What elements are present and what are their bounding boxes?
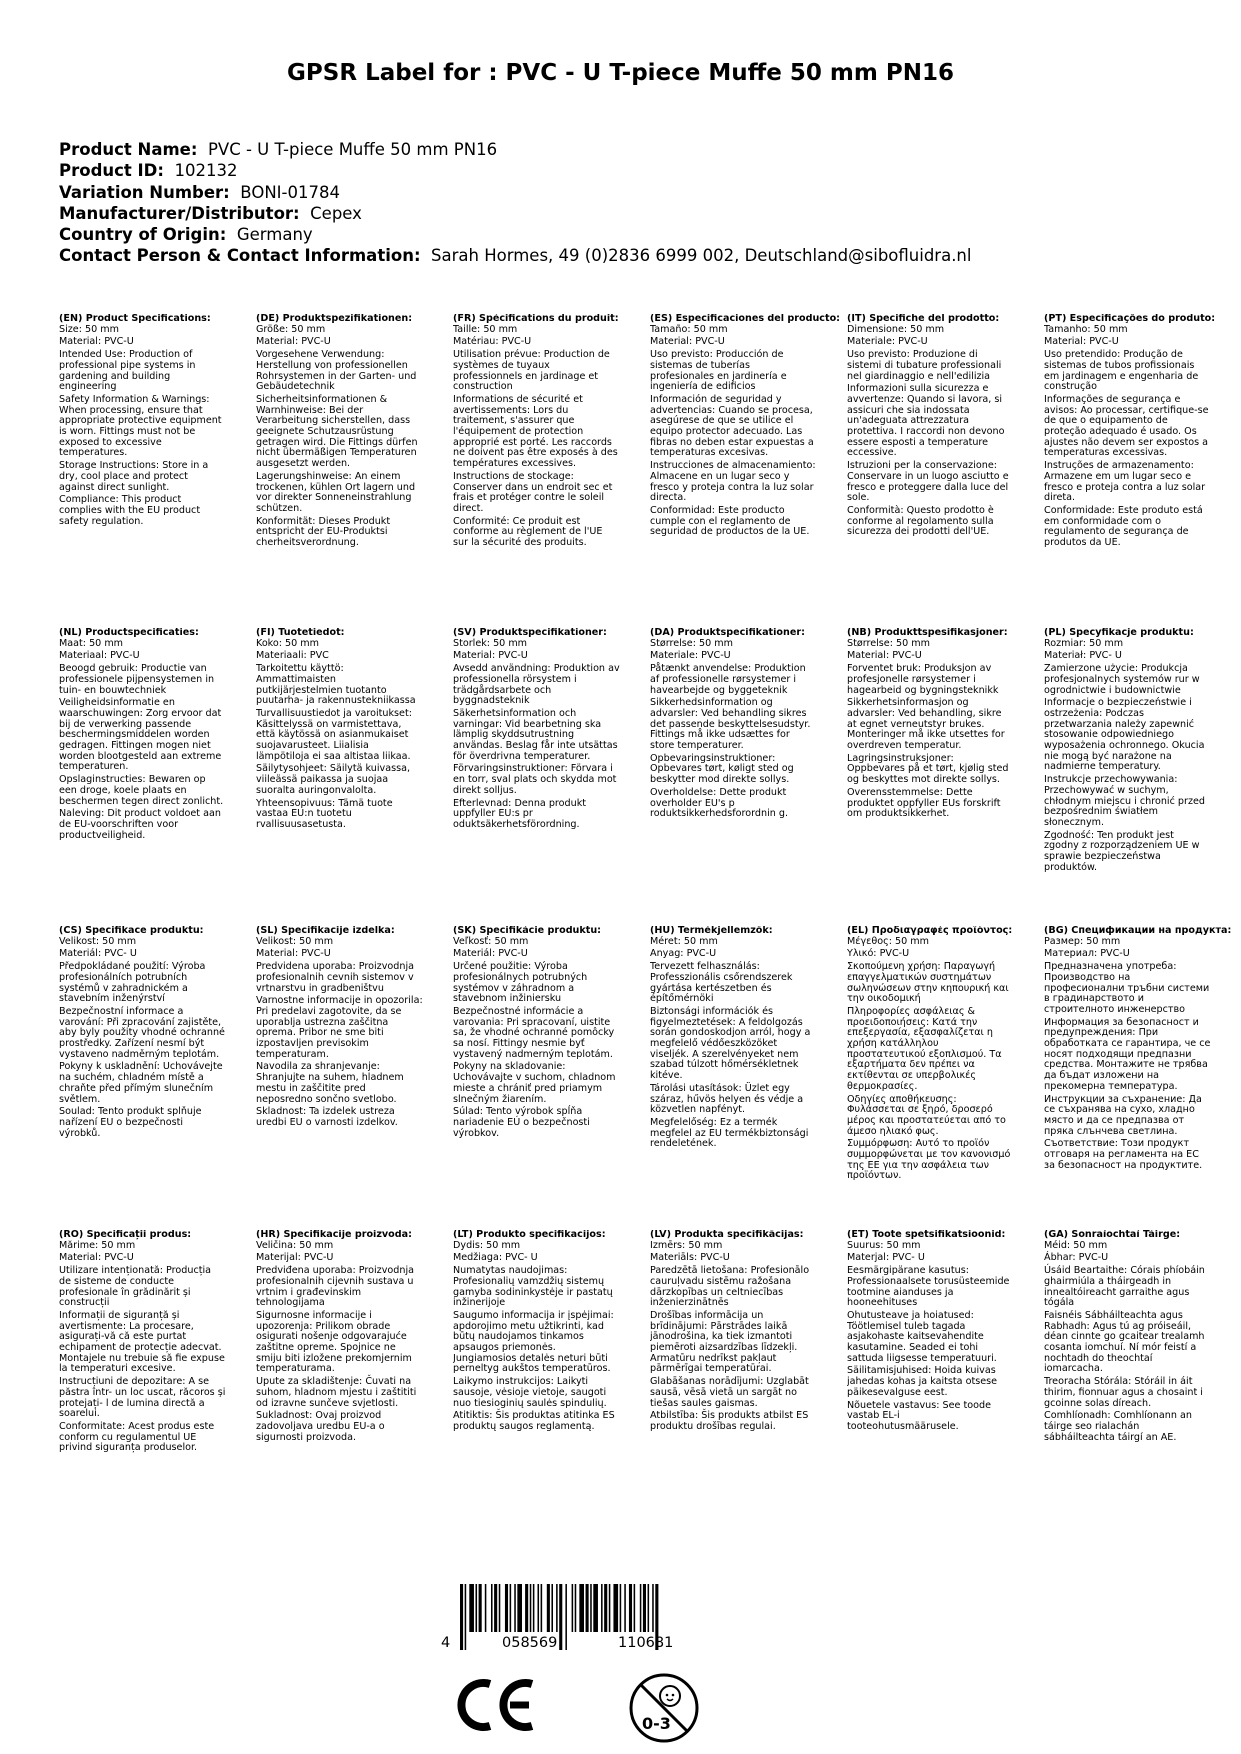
spec-line: Size: 50 mm	[59, 323, 119, 335]
spec-line: Zgodność: Ten produkt jest zgodny z rozporządzeniem UE w sprawie bezpieczeństwa produktów.	[1044, 829, 1200, 873]
spec-block	[256, 314, 453, 628]
spec-line: Предназначена употреба: Производство на професионални тръбни системи в градинарството и строителното инженерство	[1044, 961, 1210, 1015]
spec-block	[650, 314, 847, 628]
barcode-bar	[565, 1584, 567, 1650]
spec-line: Zamierzone użycie: Produkcja profesjonalnych systemów rur w ogrodnictwie i budownictwie	[1044, 663, 1200, 696]
spec-line: Tamanho: 50 mm	[1044, 323, 1128, 335]
product-info	[59, 139, 1199, 267]
barcode-bar	[609, 1584, 611, 1632]
spec-line: Material: PVC-U	[59, 1252, 134, 1264]
barcode	[440, 1584, 700, 1664]
spec-block	[847, 628, 1044, 926]
spec-heading: (FR) Spécifications du produit:	[453, 314, 619, 324]
spec-line: Predviđena uporaba: Proizvodnja profesionalnih cijevnih sustava u vrtnim i građevinskim tehnologijama	[256, 1265, 414, 1309]
spec-line: Инструкции за съхранение: Да се съхранява на сухо, хладно място и да се предпазва от пряка слънчева светлина.	[1044, 1093, 1202, 1137]
barcode-bar	[517, 1584, 522, 1632]
spec-line: Compliance: This product complies with the EU product safety regulation.	[59, 494, 201, 527]
spec-line: Materiale: PVC-U	[650, 650, 731, 662]
spec-heading: (EL) Προδιαγραφές προϊόντος:	[847, 926, 1013, 936]
spec-line: Izmērs: 50 mm	[650, 1239, 723, 1251]
spec-block	[847, 314, 1044, 628]
spec-line: Materiaal: PVC-U	[59, 650, 140, 662]
spec-block	[256, 628, 453, 926]
spec-line: Información de seguridad y advertencias: Cuando se procesa, asegúrese de que se utilice el equipo protector adecuado. Las fibras no deben estar expuestas a temperaturas excesivas.	[650, 393, 814, 459]
barcode-bar	[579, 1584, 584, 1632]
spec-line: Lagringsinstruksjoner: Oppbevares på et tørt, kjølig sted og beskyttes mot direkte sollys.	[847, 752, 1009, 786]
info-value: Germany	[236, 225, 313, 245]
spec-block	[650, 1230, 847, 1610]
spec-line: Utilizare intenționată: Producția de sisteme de conducte profesionale în grădinărit și construcții	[59, 1265, 212, 1309]
spec-block	[256, 1230, 453, 1610]
spec-line: Nõuetele vastavus: See toode vastab EL-i tooteohutusmäärusele.	[847, 1399, 991, 1432]
country-of-origin-row	[59, 224, 1199, 245]
spec-line: Bezpečnostné informácie a varovania: Pri spracovaní, uistite sa, že vhodné ochranné pomôcky sa nosí. Fittingy nesmie byť vystavený nadmerným teplotám.	[453, 1005, 615, 1060]
spec-line: Pokyny na skladovanie: Uchovávajte v suchom, chladnom mieste a chrániť pred priamym slnečným žiarením.	[453, 1061, 616, 1105]
spec-line: Skladnost: Ta izdelek ustreza uredbi EU o varnosti izdelkov.	[256, 1106, 398, 1128]
spec-heading: (LT) Produkto specifikacijos:	[453, 1230, 606, 1240]
spec-heading: (EN) Product Specifications:	[59, 314, 211, 324]
spec-line: Súlad: Tento výrobok spĺňa nariadenie EÚ o bezpečnosti výrobkov.	[453, 1106, 590, 1139]
spec-line: Sicherheitsinformationen & Warnhinweise: Bei der Verarbeitung sicherstellen, dass geeignete Schutzausrüstung getragen wird. Die Fittings dürfen nicht übermäßigen Temperaturen ausgesetzt werden.	[256, 393, 418, 470]
barcode-bar	[643, 1584, 646, 1632]
spec-line: Rozmiar: 50 mm	[1044, 637, 1124, 649]
spec-line: Informacje o bezpieczeństwie i ostrzeżenia: Podczas przetwarzania należy zapewnić stosowanie odpowiedniego wyposażenia ochronnego. Okucia nie mogą być narażone na nadmierne temperatury.	[1044, 697, 1205, 773]
barcode-bar	[648, 1584, 650, 1632]
info-value: PVC - U T-piece Muffe 50 mm PN16	[207, 140, 498, 159]
spec-line: Informații de siguranță și avertismente: La procesare, asigurați-vă că este purtat echipament de protecție adecvat. Montajele nu trebuie să fie expuse la temperaturi excesive.	[59, 1309, 225, 1375]
spec-line: Určené použitie: Výroba profesionálnych potrubných systémov v záhradnom a stavebnom inžiniersku	[453, 961, 588, 1005]
barcode-bar	[551, 1584, 553, 1632]
spec-line: Dimensione: 50 mm	[847, 323, 945, 335]
spec-block	[453, 926, 650, 1230]
spec-line: Drošības informācija un brīdinājumi: Pārstrādes laikā jānodrošina, ka tiek izmantoti piemēroti aizsardzības līdzekļi. Armatūru nedrīkst pakļaut pārmērīgai temperatūrai.	[650, 1309, 798, 1375]
spec-block	[453, 628, 650, 926]
barcode-bar	[530, 1584, 532, 1632]
spec-line: Conformidad: Este producto cumple con el reglamento de seguridad de productos de la UE.	[650, 504, 810, 538]
barcode-bar	[494, 1584, 497, 1632]
spec-line: Opslaginstructies: Bewaren op een droge, koele plaats en beschermen tegen direct zonlicht.	[59, 774, 224, 807]
spec-line: Sigurnosne informacije i upozorenja: Prilikom obrade osigurati nošenje odgovarajuće zaštitne opreme. Spojnice ne smiju biti izložene prekomjernim temperaturama.	[256, 1309, 412, 1375]
spec-line: Påtænkt anvendelse: Produktion af professionelle rørsystemer i havearbejde og byggeteknik	[650, 663, 806, 696]
spec-line: Informazioni sulla sicurezza e avvertenze: Quando si lavora, si assicuri che sia indossata un'adeguata attrezzatura protettiva. I raccordi non devono essere esposti a temperature eccessive.	[847, 383, 1005, 459]
spec-line: Dydis: 50 mm	[453, 1239, 521, 1251]
spec-line: Atbilstība: Šis produkts atbilst ES produktu drošības regulai.	[650, 1410, 809, 1432]
spec-line: Conformidade: Este produto está em conformidade com o regulamento de segurança de produtos da UE.	[1044, 504, 1203, 549]
spec-line: Velikost: 50 mm	[59, 935, 137, 947]
spec-line: Turvallisuustiedot ja varoitukset: Käsittelyssä on varmistettava, että käytössä on asianmukaiset suojavarusteet. Liialisia lämpötiloja ei saa altistaa liikaa.	[256, 707, 412, 762]
spec-line: Pokyny k uskladnění: Uchovávejte na suchém, chladném místě a chraňte před přímým slunečním světlem.	[59, 1061, 223, 1105]
barcode-bar	[604, 1584, 607, 1632]
barcode-bar	[601, 1584, 603, 1632]
spec-line: Materjal: PVC- U	[847, 1252, 925, 1264]
spec-block	[453, 314, 650, 628]
spec-line: Πληροφορίες ασφάλειας & προειδοποιήσεις: Κατά την επεξεργασία, εξασφαλίζεται η χρήση κατάλληλου προστατευτικού εξοπλισμού. Τα εξαρτήματα δεν πρέπει να εκτίθενται σε υπερβολικές θερμοκρασίες.	[847, 1005, 1002, 1092]
spec-line: Soulad: Tento produkt splňuje nařízení EU o bezpečnosti výrobků.	[59, 1106, 202, 1139]
spec-line: Materijal: PVC-U	[256, 1252, 334, 1264]
barcode-bar	[541, 1584, 543, 1632]
spec-line: Konformität: Dieses Produkt entspricht der EU-Produktsi cherheitsverordnung.	[256, 515, 391, 549]
spec-line: Tarkoitettu käyttö: Ammattimaisten putkijärjestelmien tuotanto puutarha- ja rakennustekniikassa	[256, 663, 416, 707]
spec-line: Taille: 50 mm	[453, 323, 518, 335]
spec-line: Forventet bruk: Produksjon av profesjonelle rørsystemer i hagearbeid og bygningsteknikk	[847, 663, 999, 696]
info-label: Variation Number:	[59, 182, 230, 202]
barcode-bar	[491, 1584, 493, 1632]
spec-line: Informations de sécurité et avertissements: Lors du traitement, s'assurer que l'équipement de protection approprié est porté. Les raccords ne doivent pas être exposés à des températures excessives.	[453, 393, 618, 470]
spec-line: Material: PVC-U	[847, 650, 922, 662]
spec-line: Информация за безопасност и предупреждения: При обработката се гарантира, че се носят подходящи предпазни средства. Монтажите не трябва да бъдат изложени на прекомерна температура.	[1044, 1016, 1211, 1092]
spec-line: Navodila za shranjevanje: Shranjujte na suhem, hladnem mestu in zaščitite pred neposredno sončno svetlobo.	[256, 1061, 404, 1105]
spec-line: Conformità: Questo prodotto è conforme al regolamento sulla sicurezza dei prodotti dell'UE.	[847, 504, 994, 538]
spec-line: Μέγεθος: 50 mm	[847, 935, 929, 947]
barcode-bar	[620, 1584, 622, 1632]
spec-heading: (CS) Specifikace produktu:	[59, 926, 204, 936]
spec-line: Eesmärgipärane kasutus: Professionaalsete torusüsteemide tootmine aianduses ja hooneehituses	[847, 1265, 1010, 1309]
spec-line: Istruzioni per la conservazione: Conservare in un luogo asciutto e fresco e proteggere dalla luce del sole.	[847, 460, 1009, 504]
spec-line: Uso previsto: Produzione di sistemi di tubature professionali nel giardinaggio e nell'edilizia	[847, 349, 1002, 382]
spec-block	[847, 926, 1044, 1230]
info-label: Product ID:	[59, 161, 164, 181]
spec-line: Saugumo informacija ir įspėjimai: apdorojimo metu užtikrinti, kad būtų naudojamos tinkamos apsaugos priemonės. Jungiamosios detalės neturi būti perneltyg aukštos temperatūros.	[453, 1309, 614, 1375]
spec-line: Medžiaga: PVC- U	[453, 1252, 538, 1264]
spec-heading: (RO) Specificații produs:	[59, 1230, 192, 1240]
spec-line: Varnostne informacije in opozorila: Pri predelavi zagotovite, da se uporablja ustrezna zaščitna oprema. Pribor ne sme biti izpostavljen previsokim temperaturam.	[256, 995, 423, 1060]
spec-heading: (PL) Specyfikacje produktu:	[1044, 628, 1194, 638]
spec-line: Tamaño: 50 mm	[650, 323, 728, 335]
spec-line: Predvidena uporaba: Proizvodnja profesionalnih cevnih sistemov v vrtnarstvu in gradbeništvu	[256, 961, 414, 994]
barcode-bar	[460, 1584, 463, 1650]
info-label: Country of Origin:	[59, 225, 227, 245]
spec-line: Συμμόρφωση: Αυτό το προϊόν συμμορφώνεται με τον κανονισμό της ΕΕ για την ασφάλεια των προϊόντων.	[847, 1138, 1011, 1182]
spec-line: Størrelse: 50 mm	[650, 637, 733, 649]
spec-line: Velikost: 50 mm	[256, 935, 334, 947]
spec-line: Veiligheidsinformatie en waarschuwingen: Zorg ervoor dat bij de verwerking passende beschermingsmiddelen worden gedragen. Fittingen mogen niet worden blootgesteld aan extreme temperaturen.	[59, 697, 222, 773]
spec-line: Materiāls: PVC-U	[650, 1252, 730, 1264]
spec-line: Veľkosť: 50 mm	[453, 935, 529, 947]
spec-line: Biztonsági információk és figyelmeztetések: A feldolgozás során gondoskodjon arról, hogy a megfelelő védőeszközöket viseljék. A szerelvényeket nem szabad túlzott hőmérsékletnek kitéve.	[650, 1005, 811, 1082]
spec-line: Размер: 50 mm	[1044, 935, 1121, 947]
spec-block	[59, 314, 256, 628]
spec-line: Uso previsto: Producción de sistemas de tuberías profesionales en jardinería e ingeniería de edificios	[650, 349, 787, 393]
info-label: Product Name:	[59, 140, 198, 159]
spec-line: Yhteensopivuus: Tämä tuote vastaa EU:n tuotetu rvallisuusasetusta.	[256, 797, 393, 830]
spec-line: Treoracha Stórála: Stóráil in áit thirim, fionnuar agus a chosaint i gcoinne solas díreach.	[1044, 1376, 1203, 1409]
spec-line: Sikkerhedsinformation og advarsler: Ved behandling sikres det passende beskyttelsesudstyr. Fittings må ikke udsættes for store temperaturer.	[650, 697, 811, 752]
barcode-bar	[465, 1584, 467, 1650]
barcode-digit-first: 4	[441, 1635, 451, 1651]
spec-line: Laikymo instrukcijos: Laikyti sausoje, vėsioje vietoje, saugoti nuo tiesioginių saulės spindulių.	[453, 1376, 607, 1409]
spec-grid	[59, 314, 1239, 1610]
spec-line: Opbevaringsinstruktioner: Opbevares tørt, køligt sted og beskytter mod direkte sollys.	[650, 752, 794, 786]
spec-line: Úsáid Beartaithe: Córais phíobáin ghairmiúla a tháirgeadh in innealtóireacht garraithe agus tógála	[1044, 1265, 1205, 1309]
spec-line: Naleving: Dit product voldoet aan de EU-voorschriften voor productveiligheid.	[59, 808, 221, 841]
contact-row	[59, 245, 1199, 266]
spec-block	[1044, 926, 1241, 1230]
barcode-bar	[624, 1584, 626, 1632]
spec-line: Storage Instructions: Store in a dry, cool place and protect against direct sunlight.	[59, 460, 209, 493]
spec-heading: (LV) Produkta specifikācijas:	[650, 1230, 804, 1240]
spec-heading: (DA) Produktspecifikationer:	[650, 628, 805, 638]
spec-line: Koko: 50 mm	[256, 637, 319, 649]
barcode-digits-left: 058569	[502, 1635, 558, 1651]
spec-line: Material: PVC-U	[453, 650, 528, 662]
age-range-label: 0-3	[642, 1714, 671, 1733]
barcode-bar	[479, 1584, 482, 1632]
product-id-row	[59, 160, 1199, 181]
spec-line: Atitiktis: Šis produktas atitinka ES produktų saugos reglamentą.	[453, 1410, 615, 1432]
barcode-bar	[575, 1584, 577, 1632]
manufacturer-row	[59, 203, 1199, 224]
spec-line: Material: PVC-U	[59, 336, 134, 348]
spec-line: Beoogd gebruik: Productie van professionele pijpensystemen in tuin- en bouwtechniek	[59, 663, 215, 696]
spec-heading: (ET) Toote spetsifikatsioonid:	[847, 1230, 1006, 1240]
spec-line: Materiál: PVC- U	[59, 948, 137, 960]
spec-line: Tervezett felhasználás: Professzionális csőrendszerek gyártása kertészetben és építőmérnöki	[650, 961, 793, 1005]
barcode-bar	[499, 1584, 501, 1632]
spec-line: Съответствие: Този продукт отговаря на регламента на ЕС за безопасност на продуктите.	[1044, 1138, 1203, 1171]
spec-line: Säilitamisjuhised: Hoida kuivas jahedas kohas ja kaitsta otsese päikesevalguse eest.	[847, 1365, 998, 1398]
spec-line: Suurus: 50 mm	[847, 1239, 921, 1251]
barcode-bar	[590, 1584, 592, 1632]
spec-block	[1044, 1230, 1241, 1610]
spec-line: Lagerungshinweise: An einem trockenen, kühlen Ort lagern und vor direkter Sonneneinstrahlung schützen.	[256, 470, 416, 514]
spec-line: Material: PVC-U	[256, 948, 331, 960]
spec-line: Avsedd användning: Produktion av professionella rörsystem i trädgårdsarbete och byggnadsteknik	[453, 663, 620, 707]
spec-line: Maat: 50 mm	[59, 637, 124, 649]
spec-line: Matériau: PVC-U	[453, 336, 532, 348]
spec-line: Säkerhetsinformation och varningar: Vid bearbetning ska lämplig skyddsutrustning användas. Beslag får inte utsättas för överdrivna temperaturer.	[453, 707, 618, 762]
spec-heading: (ES) Especificaciones del producto:	[650, 314, 841, 324]
spec-heading: (GA) Sonraíochtaí Táirge:	[1044, 1230, 1181, 1240]
spec-line: Instrukcje przechowywania: Przechowywać w suchym, chłodnym miejscu i chronić przed bezpośrednim światłem słonecznym.	[1044, 774, 1205, 828]
spec-line: Méret: 50 mm	[650, 935, 718, 947]
spec-line: Utilisation prévue: Production de systèmes de tuyaux professionnels en jardinage et construction	[453, 349, 610, 393]
barcode-bar	[485, 1584, 487, 1632]
page-title: GPSR Label for : PVC - U T-piece Muffe 50 mm PN16	[287, 60, 954, 86]
spec-line: Veličina: 50 mm	[256, 1239, 334, 1251]
spec-line: Faisnéis Sábháilteachta agus Rabhadh: Agus tú ag próiseáil, déan cinnte go gcaitear trealamh cosanta iomchuí. Ní mór feistí a nochtadh do theochtaí iomarcacha.	[1044, 1309, 1205, 1375]
spec-line: Comhlíonadh: Comhlíonann an táirge seo rialachán sábháilteachta táirgí an AE.	[1044, 1410, 1192, 1443]
spec-line: Tárolási utasítások: Üzlet egy száraz, hűvös helyen és védje a közvetlen napfényt.	[650, 1082, 804, 1116]
spec-line: Předpokládané použití: Výroba profesionálních potrubních systémů v zahradnickém a stavebním inženýrství	[59, 961, 206, 1005]
spec-line: Materiale: PVC-U	[847, 336, 928, 348]
spec-line: Instrucțiuni de depozitare: A se păstra într- un loc uscat, răcoros și protejați- l de lumina directă a soarelui.	[59, 1376, 226, 1420]
barcode-bar	[514, 1584, 516, 1632]
spec-line: Sukladnost: Ovaj proizvod zadovoljava uredbu EU-a o sigurnosti proizvoda.	[256, 1410, 385, 1443]
spec-heading: (NL) Productspecificaties:	[59, 628, 199, 638]
variation-number-row	[59, 182, 1199, 203]
barcode-bar	[640, 1584, 642, 1632]
barcode-bar	[510, 1584, 512, 1632]
spec-line: Υλικό: PVC-U	[847, 948, 910, 960]
spec-line: Upute za skladištenje: Čuvati na suhom, hladnom mjestu i zaštititi od izravne sunčeve svjetlosti.	[256, 1376, 417, 1409]
barcode-digits-right: 110681	[618, 1635, 674, 1651]
spec-line: Overholdelse: Dette produkt overholder EU's p roduktsikkerhedsforordnin g.	[650, 786, 789, 820]
age-warning-icon	[628, 1672, 700, 1744]
spec-block	[847, 1230, 1044, 1610]
info-value: BONI-01784	[240, 182, 340, 202]
info-label: Manufacturer/Distributor:	[59, 203, 300, 223]
spec-line: Paredzētā lietošana: Profesionālo cauruļvadu sistēmu ražošana dārzkopības un celtniecības inženierzinātnēs	[650, 1265, 810, 1309]
barcode-bar	[547, 1584, 550, 1632]
product-name-row	[59, 139, 1199, 160]
spec-line: Storlek: 50 mm	[453, 637, 528, 649]
spec-heading: (NB) Produkttspesifikasjoner:	[847, 628, 1008, 638]
spec-line: Material: PVC-U	[650, 336, 725, 348]
barcode-bar	[505, 1584, 508, 1632]
info-label: Contact Person & Contact Information:	[59, 246, 421, 266]
spec-heading: (SL) Specifikacije izdelka:	[256, 926, 395, 936]
spec-heading: (HU) Termékjellemzők:	[650, 926, 773, 936]
barcode-bar	[533, 1584, 535, 1632]
barcode-bar	[593, 1584, 598, 1632]
spec-line: Intended Use: Production of professional pipe systems in gardening and building engineering	[59, 349, 196, 393]
spec-line: Material: PVC-U	[256, 336, 331, 348]
spec-block	[59, 1230, 256, 1610]
spec-line: Σκοπούμενη χρήση: Παραγωγή επαγγελματικών συστημάτων σωληνώσεων στην κηπουρική και την οικοδομική	[847, 961, 1009, 1005]
spec-line: Materiał: PVC- U	[1044, 650, 1122, 662]
barcode-bar	[476, 1584, 478, 1632]
info-value: Cepex	[310, 203, 362, 223]
barcode-bar	[556, 1584, 558, 1632]
spec-line: Материал: PVC-U	[1044, 948, 1130, 960]
spec-line: Conformité: Ce produit est conforme au règlement de l'UE sur la sécurité des produits.	[453, 515, 603, 549]
barcode-bar	[525, 1584, 528, 1632]
spec-line: Mărime: 50 mm	[59, 1239, 136, 1251]
spec-line: Megfelelőség: Ez a termék megfelel az EU termékbiztonsági rendeletének.	[650, 1116, 809, 1150]
spec-line: Materiál: PVC-U	[453, 948, 528, 960]
spec-heading: (SK) Špecifikácie produktu:	[453, 926, 602, 936]
barcode-bar	[469, 1584, 474, 1632]
spec-line: Instructions de stockage: Conserver dans un endroit sec et frais et protéger contre le soleil direct.	[453, 470, 613, 514]
spec-block	[59, 926, 256, 1230]
spec-line: Material: PVC-U	[1044, 336, 1119, 348]
barcode-bar	[572, 1584, 574, 1632]
spec-heading: (HR) Specifikacije proizvoda:	[256, 1230, 412, 1240]
barcode-bar	[559, 1584, 562, 1650]
spec-line: Förvaringsinstruktioner: Förvara i en torr, sval plats och skydda mot direkt solljus.	[453, 763, 617, 796]
spec-heading: (FI) Tuotetiedot:	[256, 628, 345, 638]
spec-line: Informações de segurança e avisos: Ao processar, certifique-se de que o equipamento de proteção adequado é usado. Os ajustes não devem ser expostos a temperaturas excessivas.	[1044, 393, 1209, 459]
spec-line: Uso pretendido: Produção de sistemas de tubos profissionais em jardinagem e engenharia de construção	[1044, 349, 1199, 393]
spec-line: Conformitate: Acest produs este conform cu regulamentul UE privind siguranța produselor.	[59, 1420, 215, 1454]
spec-line: Instruções de armazenamento: Armazene em um lugar seco e fresco e proteja contra a luz solar direta.	[1044, 460, 1206, 504]
barcode-bar	[586, 1584, 589, 1632]
spec-block	[453, 1230, 650, 1610]
spec-line: Efterlevnad: Denna produkt uppfyller EU:s pr oduktsäkerhetsförordning.	[453, 797, 587, 830]
spec-line: Anyag: PVC-U	[650, 948, 717, 960]
spec-line: Instrucciones de almacenamiento: Almacene en un lugar seco y fresco y proteja contra la luz solar directa.	[650, 460, 816, 504]
spec-line: Bezpečnostní informace a varování: Při zpracování zajistěte, aby byly použity vhodné ochranné prostředky. Zařízení nesmí být vystaveno nadměrným teplotám.	[59, 1005, 225, 1060]
barcode-bar	[538, 1584, 540, 1632]
spec-line: Safety Information & Warnings: When processing, ensure that appropriate protective equipment is worn. Fittings must not be exposed to excessive temperatures.	[59, 393, 222, 459]
barcode-bar	[652, 1584, 654, 1632]
spec-block	[59, 628, 256, 926]
spec-line: Vorgesehene Verwendung: Herstellung von professionellen Rohrsystemen in der Garten- und Gebäudetechnik	[256, 349, 417, 393]
spec-heading: (IT) Specifiche del prodotto:	[847, 314, 1000, 324]
spec-line: Størrelse: 50 mm	[847, 637, 930, 649]
spec-line: Méid: 50 mm	[1044, 1239, 1108, 1251]
ce-mark-icon	[452, 1676, 542, 1734]
spec-line: Ohutusteave ja hoiatused: Töötlemisel tuleb tagada asjakohaste kaitsevahendite kasutamine. Seaded ei tohi sattuda liigsesse temperatuuri.	[847, 1309, 997, 1364]
spec-block	[1044, 314, 1241, 628]
spec-block	[256, 926, 453, 1230]
spec-block	[650, 628, 847, 926]
spec-line: Säilytysohjeet: Säilytä kuivassa, viileässä paikassa ja suojaa suoralta auringonvalolta.	[256, 763, 411, 796]
spec-line: Numatytas naudojimas: Profesionalių vamzdžių sistemų gamyba sodininkystėje ir pastatų inžinerijoje	[453, 1265, 613, 1309]
barcode-bar	[613, 1584, 618, 1632]
spec-line: Ábhar: PVC-U	[1044, 1252, 1109, 1264]
spec-line: Οδηγίες αποθήκευσης: Φυλάσσεται σε ξηρό, δροσερό μέρος και προστατεύεται από το άμεσο ηλιακό φως.	[847, 1093, 1006, 1137]
spec-line: Materiaali: PVC	[256, 650, 329, 662]
spec-block	[1044, 628, 1241, 926]
spec-heading: (SV) Produktspecifikationer:	[453, 628, 607, 638]
spec-heading: (BG) Спецификации на продукта:	[1044, 926, 1232, 936]
spec-line: Glabāšanas norādījumi: Uzglabāt sausā, vēsā vietā un sargāt no tiešas saules gaismas.	[650, 1376, 809, 1409]
barcode-bar	[634, 1584, 636, 1632]
spec-line: Overensstemmelse: Dette produktet oppfyller EUs forskrift om produktsikkerhet.	[847, 786, 1001, 820]
barcode-bar	[629, 1584, 632, 1632]
spec-block	[650, 926, 847, 1230]
spec-line: Sikkerhetsinformasjon og advarsler: Ved behandling, sikre at egnet verneutstyr brukes. Monteringer må ikke utsettes for overdreven temperatur.	[847, 697, 1005, 752]
spec-heading: (DE) Produktspezifikationen:	[256, 314, 413, 324]
spec-line: Größe: 50 mm	[256, 323, 326, 335]
info-value: Sarah Hormes, 49 (0)2836 6999 002, Deutschland@sibofluidra.nl	[431, 246, 972, 266]
info-value: 102132	[174, 161, 238, 181]
spec-heading: (PT) Especificações do produto:	[1044, 314, 1216, 324]
